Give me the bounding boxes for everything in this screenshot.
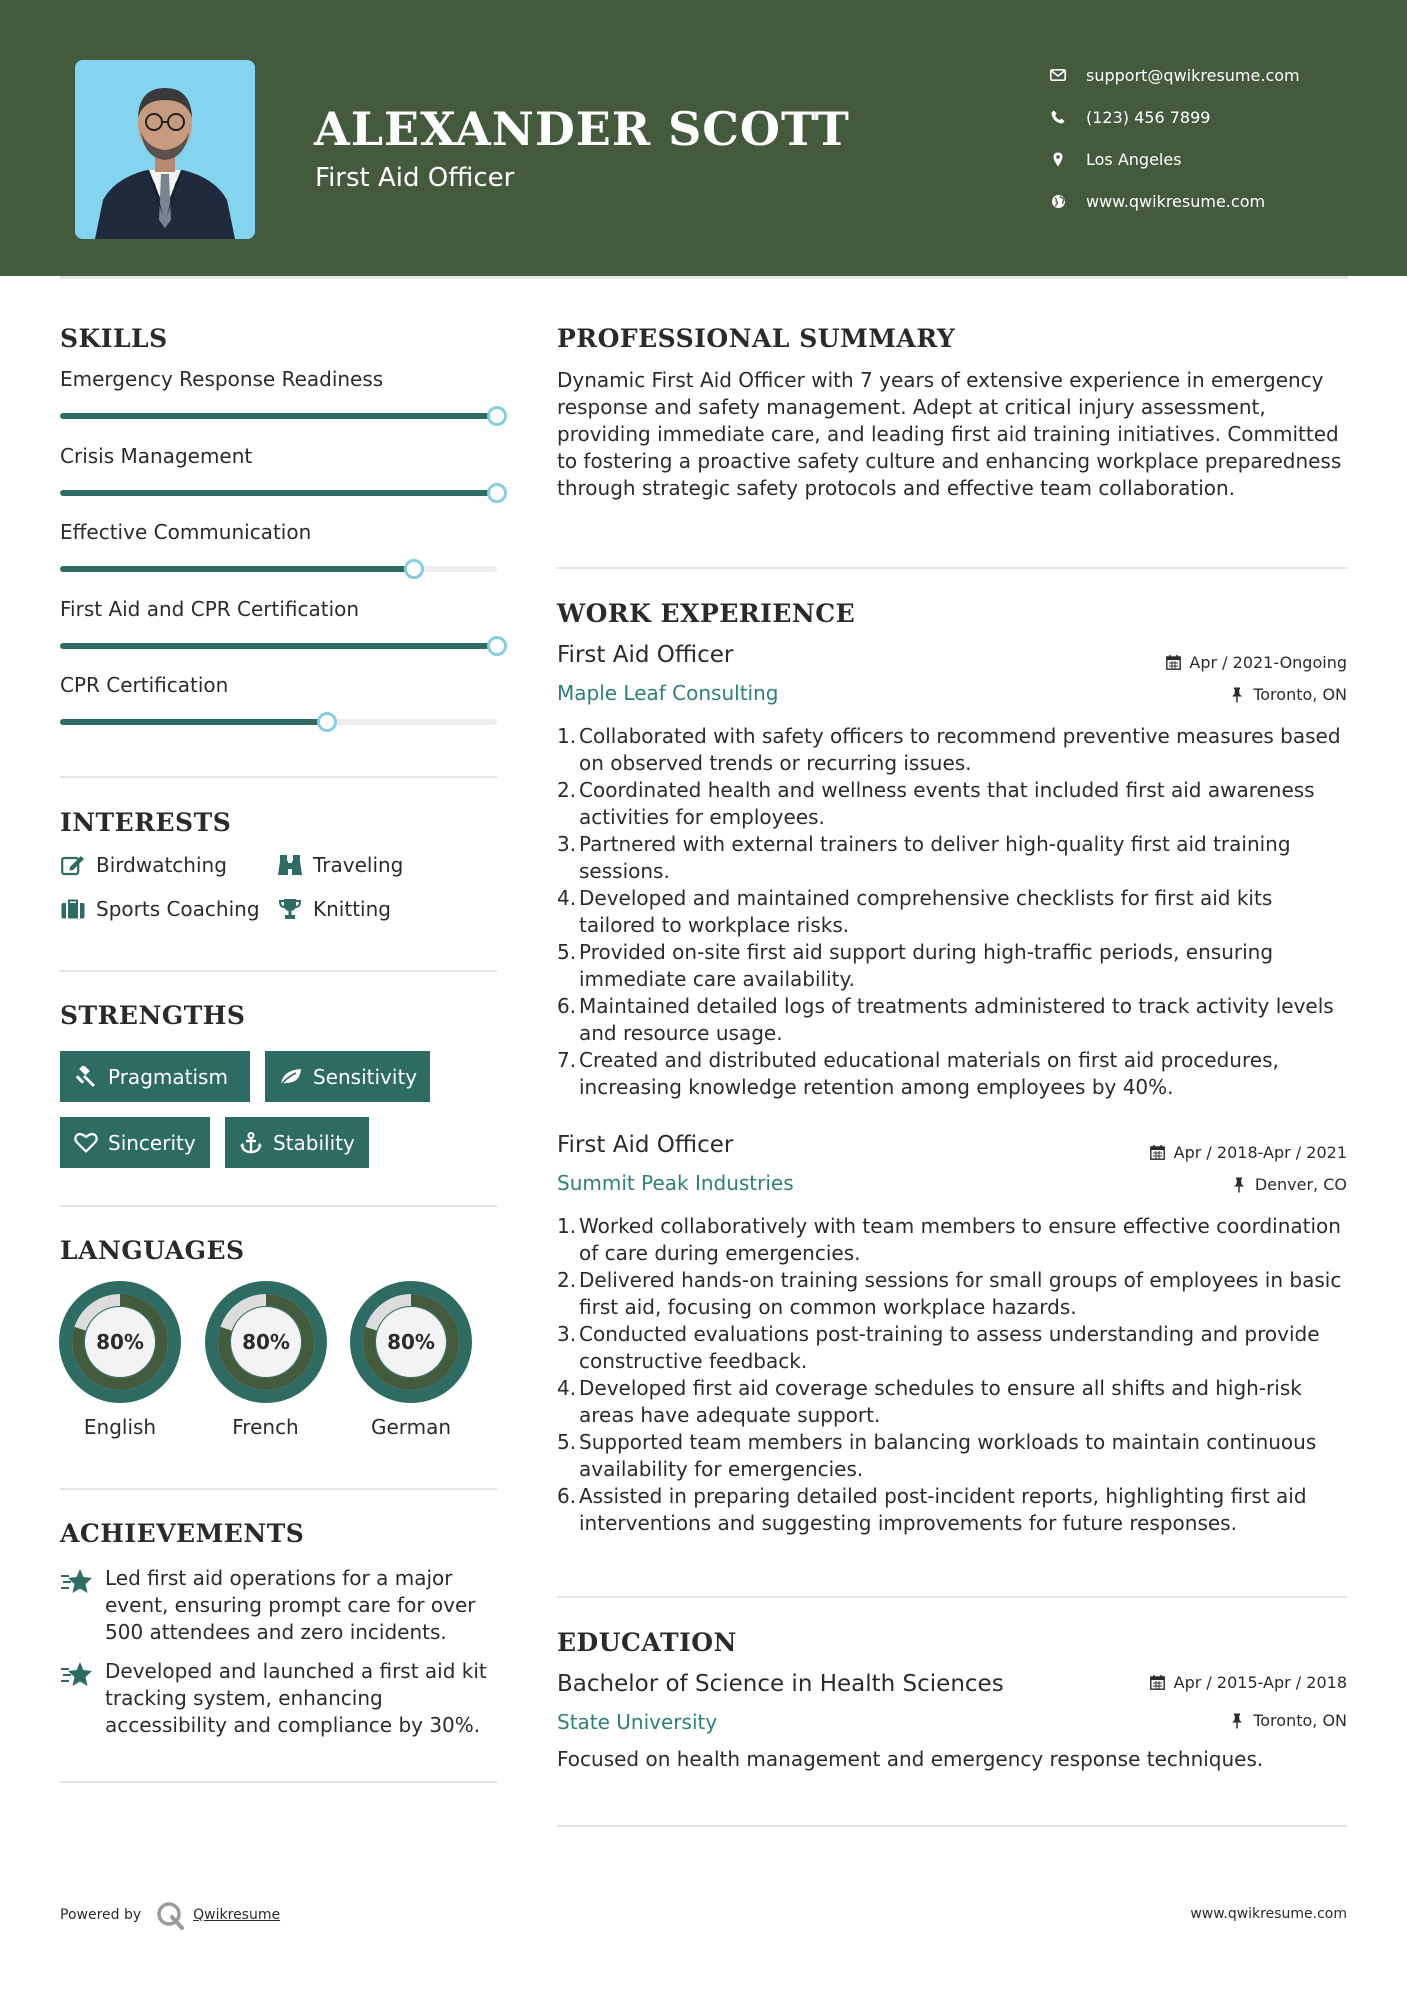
bullet-text: Collaborated with safety officers to recommend preventive measures based on observed trends or recurring issues. xyxy=(579,724,1341,775)
bullet-item: 7. Created and distributed educational materials on first aid procedures, increasing knowledge retention among employees by 40%. xyxy=(557,1047,1347,1101)
strength-tag xyxy=(265,1051,430,1102)
contact-phone-text: (123) 456 7899 xyxy=(1086,107,1211,127)
contact-email[interactable] xyxy=(1048,54,1368,96)
degree-title: Bachelor of Science in Health Sciences xyxy=(557,1671,1004,1697)
pushpin-icon xyxy=(1231,1177,1247,1193)
bullet-item: 4. Developed and maintained comprehensive checklists for first aid kits tailored to workplace risks. xyxy=(557,885,1347,939)
bullet-text: Developed first aid coverage schedules to ensure all shifts and high-risk areas have adequate support. xyxy=(579,1376,1302,1427)
bullet-text: Developed and maintained comprehensive checklists for first aid kits tailored to workplace risks. xyxy=(579,886,1273,937)
trophy-icon xyxy=(277,897,303,921)
education-dates xyxy=(1150,1673,1347,1692)
experience-divider xyxy=(557,1596,1347,1598)
bullet-item: 3. Conducted evaluations post-training to assess understanding and provide constructive feedback. xyxy=(557,1321,1347,1375)
skill-label: First Aid and CPR Certification xyxy=(60,596,360,621)
skill-bar-fill xyxy=(60,566,414,572)
skill-bar xyxy=(60,643,497,649)
bullet-text: Delivered hands-on training sessions for small groups of employees in basic first aid, focusing on common workplace hazards. xyxy=(579,1268,1342,1319)
skill-bar-fill xyxy=(60,719,327,725)
contact-phone[interactable] xyxy=(1048,96,1368,138)
footer-brand xyxy=(60,1900,280,1930)
interest-label: Birdwatching xyxy=(96,853,227,877)
contact-website-text: www.qwikresume.com xyxy=(1086,191,1266,211)
interest-item xyxy=(60,897,260,921)
strength-label: Stability xyxy=(273,1130,355,1155)
header-divider xyxy=(60,276,1348,279)
powered-by-text: Powered by xyxy=(60,1907,142,1923)
gavel-icon xyxy=(74,1065,98,1089)
briefcase-icon xyxy=(60,897,86,921)
skill-label: Emergency Response Readiness xyxy=(60,367,384,391)
strength-tag xyxy=(60,1117,210,1168)
bullet-text: Provided on-site first aid support during high-traffic periods, ensuring immediate care availability. xyxy=(579,940,1274,991)
skills-divider xyxy=(60,776,497,778)
interest-label: Sports Coaching xyxy=(96,897,260,921)
job-location-text: Denver, CO xyxy=(1254,1175,1347,1194)
skill-bar-knob xyxy=(487,406,507,426)
education-divider xyxy=(557,1825,1347,1827)
language-percent: 80% xyxy=(241,1330,290,1354)
job-dates xyxy=(1150,1143,1347,1162)
skill-bar xyxy=(60,719,497,725)
strength-label: Sensitivity xyxy=(313,1064,418,1089)
strengths-divider xyxy=(60,1205,497,1207)
bullet-item: 3. Partnered with external trainers to deliver high-quality first aid training sessions. xyxy=(557,831,1347,885)
bullet-item: 2. Delivered hands-on training sessions for small groups of employees in basic first aid, focusing on common workplace hazards. xyxy=(557,1267,1347,1321)
bullet-text: Created and distributed educational materials on first aid procedures, increasing knowledge retention among employees by 40%. xyxy=(579,1048,1279,1099)
achievement-text: Developed and launched a first aid kit tracking system, enhancing accessibility and compliance by 30%. xyxy=(105,1659,487,1737)
skill-bar-knob xyxy=(487,636,507,656)
globe-icon xyxy=(1048,191,1068,211)
interest-label: Traveling xyxy=(313,853,404,877)
language-item xyxy=(205,1281,327,1439)
pushpin-icon xyxy=(1229,1713,1245,1729)
language-item xyxy=(350,1281,472,1439)
job-dates-text: Apr / 2018-Apr / 2021 xyxy=(1173,1143,1347,1162)
bullet-text: Worked collaboratively with team members to ensure effective coordination of care during emergencies. xyxy=(579,1214,1341,1265)
bullet-item: 6. Assisted in preparing detailed post-incident reports, highlighting first aid interventions and suggesting improvements for future responses. xyxy=(557,1483,1347,1537)
skill-label: Effective Communication xyxy=(60,520,312,544)
qwikresume-logo-icon xyxy=(155,1900,185,1930)
education-description: Focused on health management and emergency response techniques. xyxy=(557,1747,1264,1771)
resume-header xyxy=(0,0,1407,276)
summary-divider xyxy=(557,567,1347,569)
pushpin-icon xyxy=(1229,687,1245,703)
education-dates-text: Apr / 2015-Apr / 2018 xyxy=(1173,1673,1347,1692)
languages-heading: LANGUAGES xyxy=(60,1236,245,1265)
language-percent: 80% xyxy=(387,1330,435,1354)
job-title: First Aid Officer xyxy=(557,642,734,668)
strength-tag xyxy=(60,1051,250,1102)
interests-heading: INTERESTS xyxy=(60,808,232,837)
skill-bar-knob xyxy=(317,712,337,732)
language-ring xyxy=(59,1281,181,1403)
bullet-text: Conducted evaluations post-training to assess understanding and provide constructive feedback. xyxy=(579,1322,1320,1373)
skill-label: Crisis Management xyxy=(60,443,253,468)
skill-bar-fill xyxy=(60,490,497,496)
achievements-heading: ACHIEVEMENTS xyxy=(60,1519,305,1548)
education-location-text: Toronto, ON xyxy=(1253,1711,1347,1730)
company-name: Summit Peak Industries xyxy=(557,1171,794,1195)
summary-text: Dynamic First Aid Officer with 7 years of extensive experience in emergency response and safety management. Adept at critical injury assessment, providing immediate care, and leading first aid training initiatives. Committed to fostering a proactive safety culture and enhancing workplace preparedness through strategic safety protocols and effective team collaboration. xyxy=(557,368,1342,500)
profile-photo xyxy=(75,60,255,239)
bullet-item: 2. Coordinated health and wellness events that included first aid awareness activities for employees. xyxy=(557,777,1347,831)
candidate-title: First Aid Officer xyxy=(315,163,515,193)
achievement-item xyxy=(60,1565,500,1646)
map-pin-icon xyxy=(1048,149,1068,169)
language-name: French xyxy=(232,1415,299,1439)
bullet-text: Coordinated health and wellness events that included first aid awareness activities for employees. xyxy=(579,778,1315,829)
bullet-text: Maintained detailed logs of treatments administered to track activity levels and resource usage. xyxy=(579,994,1334,1045)
bullet-item: 4. Developed first aid coverage schedules to ensure all shifts and high-risk areas have adequate support. xyxy=(557,1375,1347,1429)
calendar-icon xyxy=(1165,655,1181,671)
skill-bar-fill xyxy=(60,413,497,419)
job-dates-text: Apr / 2021-Ongoing xyxy=(1189,653,1347,672)
leaf-icon xyxy=(279,1065,303,1089)
bullet-item: 5. Supported team members in balancing workloads to maintain continuous availability for emergencies. xyxy=(557,1429,1347,1483)
summary-heading: PROFESSIONAL SUMMARY xyxy=(557,324,956,353)
contact-email-text: support@qwikresume.com xyxy=(1086,65,1300,85)
job-title: First Aid Officer xyxy=(557,1132,734,1158)
language-percent: 80% xyxy=(96,1330,144,1354)
skill-label: CPR Certification xyxy=(60,673,229,697)
interests-divider xyxy=(60,970,497,972)
strength-tag xyxy=(225,1117,369,1168)
achievement-text: Led first aid operations for a major event, ensuring prompt care for over 500 attendees and zero incidents. xyxy=(105,1566,476,1644)
calendar-icon xyxy=(1150,1675,1166,1691)
phone-icon xyxy=(1048,107,1068,127)
contact-website[interactable] xyxy=(1048,180,1368,222)
job-location xyxy=(1231,1175,1347,1194)
contact-list xyxy=(1048,54,1368,222)
school-name: State University xyxy=(557,1710,718,1734)
bullet-item: 5. Provided on-site first aid support during high-traffic periods, ensuring immediate care availability. xyxy=(557,939,1347,993)
skill-bar-knob xyxy=(404,559,424,579)
heart-icon xyxy=(74,1131,98,1155)
qwikresume-link[interactable]: Qwikresume xyxy=(193,1907,281,1923)
language-name: German xyxy=(370,1415,452,1439)
skill-bar xyxy=(60,413,497,419)
interest-item xyxy=(277,897,391,921)
anchor-icon xyxy=(239,1131,263,1155)
interest-label: Knitting xyxy=(313,897,391,921)
achievements-divider xyxy=(60,1781,497,1783)
skill-bar xyxy=(60,566,497,572)
contact-location-text: Los Angeles xyxy=(1086,149,1182,169)
bullet-text: Assisted in preparing detailed post-incident reports, highlighting first aid interventions and suggesting improvements for future responses. xyxy=(579,1484,1307,1535)
skills-heading: SKILLS xyxy=(60,324,168,353)
bullet-item: 6. Maintained detailed logs of treatments administered to track activity levels and resource usage. xyxy=(557,993,1347,1047)
interest-item xyxy=(277,853,403,877)
pencil-square-icon xyxy=(60,853,86,877)
job-bullets xyxy=(557,723,1347,1101)
language-ring xyxy=(350,1281,472,1403)
achievement-item xyxy=(60,1658,500,1739)
strengths-heading: STRENGTHS xyxy=(60,1001,246,1030)
job-dates xyxy=(1165,653,1347,672)
language-ring xyxy=(205,1281,327,1403)
strength-label: Sincerity xyxy=(108,1130,196,1155)
language-item xyxy=(59,1281,181,1439)
footer-url[interactable]: www.qwikresume.com xyxy=(1190,1906,1347,1922)
education-heading: EDUCATION xyxy=(557,1628,737,1657)
job-location xyxy=(1229,685,1347,704)
candidate-name: ALEXANDER SCOTT xyxy=(314,102,850,156)
languages-divider xyxy=(60,1488,497,1490)
skill-bar-fill xyxy=(60,643,497,649)
bullet-item: 1. Worked collaboratively with team members to ensure effective coordination of care during emergencies. xyxy=(557,1213,1347,1267)
bullet-text: Partnered with external trainers to deliver high-quality first aid training sessions. xyxy=(579,832,1291,883)
star-icon xyxy=(60,1567,94,1597)
bullet-text: Supported team members in balancing workloads to maintain continuous availability for emergencies. xyxy=(579,1430,1317,1481)
education-location xyxy=(1229,1711,1347,1730)
strength-label: Pragmatism xyxy=(108,1064,228,1089)
language-name: English xyxy=(83,1415,157,1439)
envelope-icon xyxy=(1048,65,1068,85)
contact-location xyxy=(1048,138,1368,180)
calendar-icon xyxy=(1150,1145,1166,1161)
skill-bar-knob xyxy=(487,483,507,503)
job-location-text: Toronto, ON xyxy=(1253,685,1347,704)
skill-bar xyxy=(60,490,497,496)
star-icon xyxy=(60,1660,94,1690)
job-bullets xyxy=(557,1213,1347,1537)
bullet-item: 1. Collaborated with safety officers to recommend preventive measures based on observed trends or recurring issues. xyxy=(557,723,1347,777)
binoculars-icon xyxy=(277,853,303,877)
interest-item xyxy=(60,853,227,877)
experience-heading: WORK EXPERIENCE xyxy=(557,599,856,628)
company-name: Maple Leaf Consulting xyxy=(557,681,779,705)
